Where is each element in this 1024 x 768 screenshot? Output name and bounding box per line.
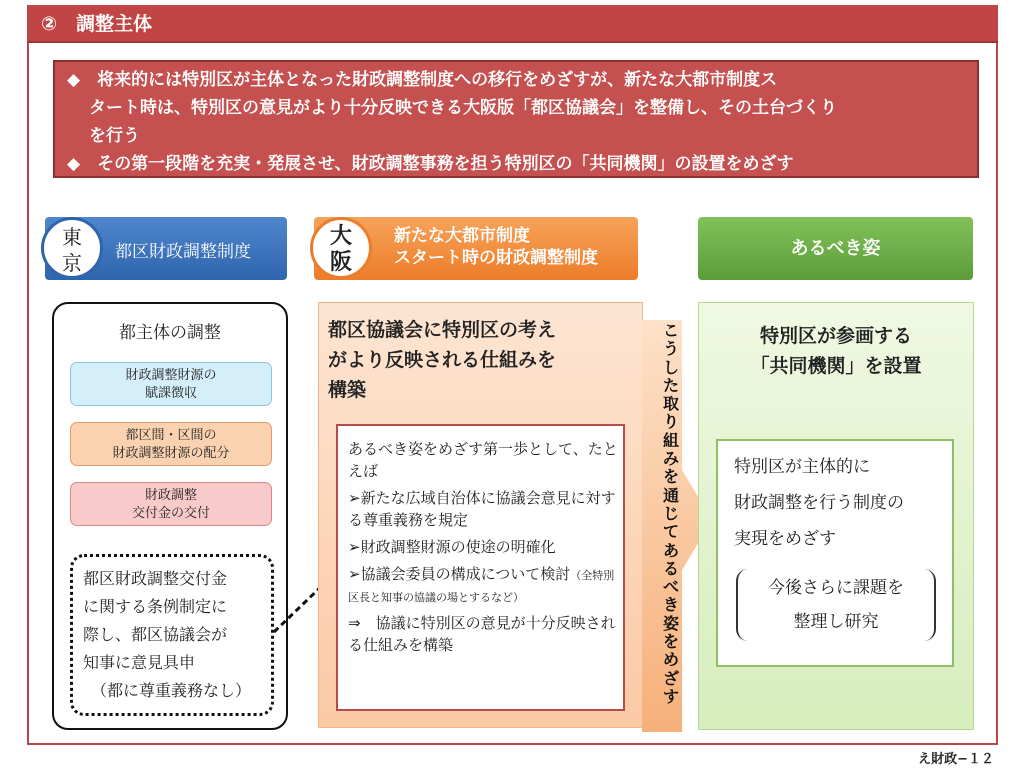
note-line: 知事に意見具申 (83, 653, 196, 672)
heading-line: 構築 (328, 379, 367, 401)
badge-char: 東 (62, 225, 82, 249)
pill-line: 交付金の交付 (131, 506, 210, 521)
osaka-column (318, 302, 643, 728)
ideal-paren-note (736, 569, 936, 641)
detail-item-text: ➢協議会委員の構成について検討 (348, 565, 571, 583)
ideal-line: 特別区が主体的に (734, 457, 870, 477)
page-number: え財政−１２ (918, 752, 994, 767)
osaka-column-heading (328, 315, 638, 405)
pill-line: 賦課徴収 (144, 386, 197, 401)
note-line: 都区財政調整交付金 (83, 569, 228, 588)
summary-line: を行う (89, 126, 140, 146)
paren-line: 整理し研究 (793, 612, 879, 632)
detail-intro: あるべき姿をめざす第一歩として、たとえば (348, 440, 618, 480)
note-line: （都に尊重義務なし） (91, 681, 252, 700)
tokyo-column (52, 302, 288, 730)
tokyo-header-label: 都区財政調整制度 (115, 242, 251, 262)
pill-line: 都区間・区間の (125, 428, 217, 443)
vertical-caption: こうした取り組みを通じてあるべき姿をめざす (662, 321, 679, 706)
badge-char: 京 (62, 251, 82, 275)
summary-line: ◆ 将来的には特別区が主体となった財政調整制度への移行をめざすが、新たな大都市制度ス (67, 70, 778, 90)
summary-box (53, 60, 979, 178)
heading-line: がより反映される仕組みを (328, 349, 557, 371)
osaka-header (314, 217, 638, 280)
pill-line: 財政調整財源の配分 (112, 446, 230, 461)
note-line: 際し、都区協議会が (83, 625, 228, 644)
tokyo-column-title: 都主体の調整 (119, 323, 221, 343)
osaka-header-line: スタート時の財政調整制度 (394, 248, 598, 268)
summary-line: ◆ その第一段階を充実・発展させ、財政調整事務を担う特別区の「共同機関」の設置をめざす (67, 154, 794, 174)
heading-line: 「共同機関」を設置 (750, 355, 922, 377)
ideal-column-heading (699, 321, 973, 381)
paren-line: 今後さらに課題を (768, 578, 904, 598)
badge-char: 大 (329, 224, 352, 249)
pill-line: 財政調整財源の (125, 368, 217, 383)
osaka-header-line: 新たな大都市制度 (394, 226, 530, 246)
pill-collection (70, 362, 272, 406)
note-line: に関する条例制定に (83, 597, 228, 616)
summary-line: タート時は、特別区の意見がより十分反映できる大阪版「都区協議会」を整備し、その土台づくり (89, 98, 837, 118)
ideal-header: あるべき姿 (698, 217, 973, 280)
pill-line: 財政調整 (144, 488, 197, 503)
heading-line: 特別区が参画する (759, 325, 912, 347)
tokyo-header (45, 217, 287, 280)
badge-char: 阪 (329, 250, 352, 275)
pill-allocation (70, 422, 272, 466)
tokyo-note (70, 554, 274, 716)
osaka-header-label (394, 225, 598, 269)
ideal-details (716, 439, 954, 667)
osaka-badge (310, 217, 372, 279)
ideal-column (698, 302, 974, 730)
detail-item: ➢財政調整財源の使途の明確化 (348, 538, 556, 556)
tokyo-badge (41, 217, 103, 279)
pill-grant (70, 482, 272, 526)
ideal-line: 実現をめざす (734, 529, 836, 549)
detail-item (348, 563, 619, 607)
page-title: ② 調整主体 (27, 5, 998, 43)
heading-line: 都区協議会に特別区の考え (328, 319, 557, 341)
ideal-line: 財政調整を行う制度の (734, 493, 904, 513)
detail-conclusion: ⇒ 協議に特別区の意見が十分反映される仕組みを構築 (348, 614, 616, 654)
osaka-details (336, 424, 625, 711)
detail-item: ➢新たな広域自治体に協議会意見に対する尊重義務を規定 (348, 489, 616, 529)
detail-item-note: （全特別区長と知事の協議の場とするなど） (348, 569, 615, 604)
